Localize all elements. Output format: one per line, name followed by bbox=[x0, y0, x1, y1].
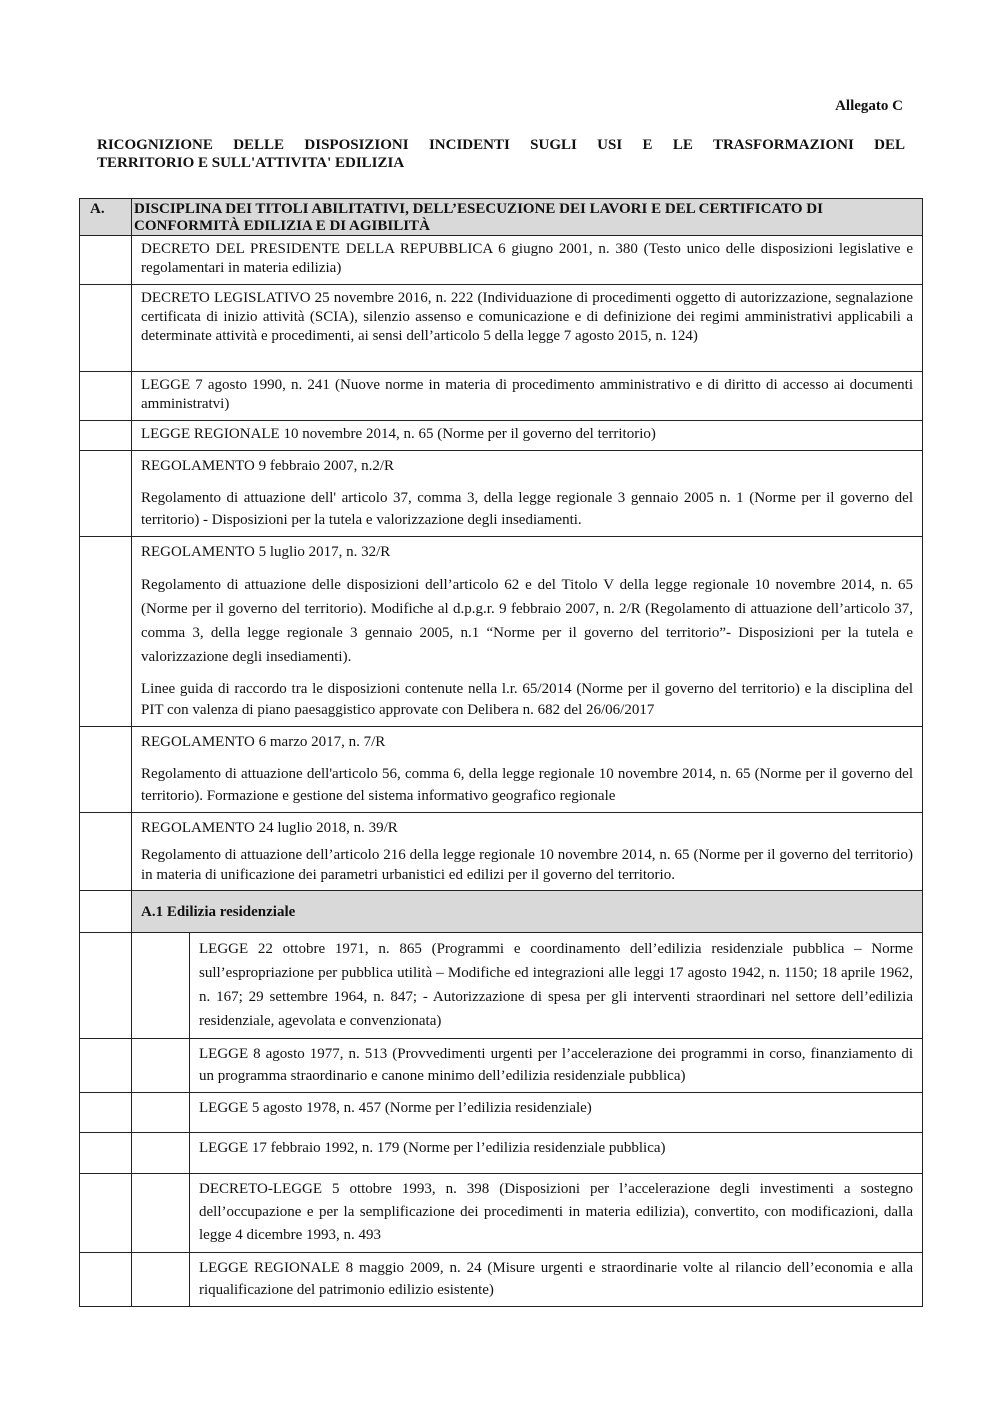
provision-title: REGOLAMENTO 24 luglio 2018, n. 39/R bbox=[141, 820, 398, 836]
table-row bbox=[80, 1039, 923, 1093]
provision-description: Regolamento di attuazione dell' articolo 37, comma 3, della legge regionale 3 gennaio 2005 n. 1 (Norme per il governo del territorio) - Disposizioni per la tutela e valorizzazione degli insediamenti. bbox=[141, 490, 913, 528]
provision-text: LEGGE 8 agosto 1977, n. 513 (Provvedimenti urgenti per l’accelerazione dei programmi in corso, finanziamento di un programma straordinario e canone minimo dell’edilizia residenziale pubblica) bbox=[199, 1046, 913, 1084]
provision-block bbox=[132, 451, 922, 536]
provision-text: LEGGE 17 febbraio 1992, n. 179 (Norme per l’edilizia residenziale pubblica) bbox=[199, 1140, 666, 1156]
annex-label: Allegato C bbox=[835, 98, 903, 114]
table-row bbox=[80, 236, 923, 285]
table-row bbox=[80, 1133, 923, 1174]
section-a-title-cell bbox=[132, 199, 923, 236]
provision-cell bbox=[190, 1174, 923, 1253]
provision-cell bbox=[132, 727, 923, 813]
empty-cell bbox=[80, 813, 132, 891]
section-a-letter-cell bbox=[80, 199, 132, 236]
empty-cell bbox=[80, 1039, 132, 1093]
table-row bbox=[80, 1174, 923, 1253]
empty-cell bbox=[132, 933, 190, 1039]
provision-block bbox=[132, 537, 922, 726]
empty-cell bbox=[132, 1253, 190, 1307]
provision-cell bbox=[190, 1093, 923, 1133]
provision-text: LEGGE REGIONALE 8 maggio 2009, n. 24 (Misure urgenti e straordinarie volte al rilancio dell’economia e alla riqualificazione del patrimonio edilizio esistente) bbox=[199, 1260, 913, 1298]
document-title-line-1: RICOGNIZIONE DELLE DISPOSIZIONI INCIDENTI SUGLI USI E LE TRASFORMAZIONI DEL bbox=[97, 137, 905, 153]
provision-cell bbox=[190, 1133, 923, 1174]
empty-cell bbox=[132, 1039, 190, 1093]
empty-cell bbox=[80, 933, 132, 1039]
provision-description: Regolamento di attuazione delle disposizioni dell’articolo 62 e del Titolo V della legge regionale 10 novembre 2014, n. 65 (Norme per il governo del territorio). Modifiche al d.p.g.r. 9 febbraio 2007, n. 2/R (Regolamento di attuazione dell’articolo 37, comma 3, della legge regionale 3 gennaio 2005, n.1 “Norme per il governo del territorio”- Disposizioni per la tutela e valorizzazione degli insediamenti). bbox=[141, 577, 913, 665]
provision-cell bbox=[190, 1253, 923, 1307]
provision-cell bbox=[132, 372, 923, 421]
provision-cell bbox=[132, 537, 923, 727]
subsection-a1-header-row bbox=[80, 891, 923, 933]
empty-cell bbox=[80, 727, 132, 813]
provision-text: DECRETO DEL PRESIDENTE DELLA REPUBBLICA 6 giugno 2001, n. 380 (Testo unico delle disposizioni legislative e regolamentari in materia edilizia) bbox=[141, 241, 913, 276]
provision-title: REGOLAMENTO 5 luglio 2017, n. 32/R bbox=[141, 544, 391, 560]
document-title-line-2: TERRITORIO E SULL'ATTIVITA' EDILIZIA bbox=[97, 155, 405, 171]
provision-title: REGOLAMENTO 6 marzo 2017, n. 7/R bbox=[141, 734, 386, 750]
empty-cell bbox=[80, 451, 132, 537]
section-letter: A. bbox=[90, 201, 105, 217]
provision-text: LEGGE 22 ottobre 1971, n. 865 (Programmi e coordinamento dell’edilizia residenziale pubblica – Norme sull’espropriazione per pubblica utilità – Modifiche ed integrazioni alle leggi 17 agosto 1942, n. 1150; 18 aprile 1962, n. 167; 29 settembre 1964, n. 847; - Autorizzazione di spesa per gli interventi straordinari nel settore dell’edilizia residenziale, agevolata e convenzionata) bbox=[199, 941, 913, 1029]
table-row bbox=[80, 813, 923, 891]
empty-cell bbox=[80, 1133, 132, 1174]
provision-cell bbox=[132, 285, 923, 372]
provision-note: Linee guida di raccordo tra le disposizioni contenute nella l.r. 65/2014 (Norme per il governo del territorio) e la disciplina del PIT con valenza di piano paesaggistico approvate con Delibera n. 682 del 26/06/2017 bbox=[141, 681, 913, 718]
empty-cell bbox=[80, 1093, 132, 1133]
provision-cell bbox=[132, 421, 923, 451]
section-title: DISCIPLINA DEI TITOLI ABILITATIVI, DELL’ESECUZIONE DEI LAVORI E DEL CERTIFICATO DI CONFORMITÀ EDILIZIA E DI AGIBILITÀ bbox=[134, 201, 823, 234]
provision-cell bbox=[132, 236, 923, 285]
table-row bbox=[80, 421, 923, 451]
provision-description: Regolamento di attuazione dell’articolo 216 della legge regionale 10 novembre 2014, n. 65 (Norme per il governo del territorio) in materia di unificazione dei parametri urbanistici ed edilizi per il governo del territorio. bbox=[141, 847, 913, 883]
empty-cell bbox=[80, 1253, 132, 1307]
provision-title: REGOLAMENTO 9 febbraio 2007, n.2/R bbox=[141, 458, 395, 474]
provision-cell bbox=[132, 451, 923, 537]
empty-cell bbox=[132, 1133, 190, 1174]
provision-block bbox=[132, 813, 922, 890]
provision-text: LEGGE 7 agosto 1990, n. 241 (Nuove norme in materia di procedimento amministrativo e di diritto di accesso ai documenti amministratvi) bbox=[141, 377, 913, 412]
empty-cell bbox=[80, 421, 132, 451]
table-row bbox=[80, 727, 923, 813]
table-row bbox=[80, 1093, 923, 1133]
provision-block bbox=[132, 727, 922, 812]
empty-cell bbox=[132, 1093, 190, 1133]
empty-cell bbox=[80, 1174, 132, 1253]
provision-text: LEGGE REGIONALE 10 novembre 2014, n. 65 (Norme per il governo del territorio) bbox=[141, 426, 656, 442]
empty-cell bbox=[132, 1174, 190, 1253]
table-row bbox=[80, 537, 923, 727]
provision-text: DECRETO LEGISLATIVO 25 novembre 2016, n. 222 (Individuazione di procedimenti oggetto di autorizzazione, segnalazione certificata di inizio attività (SCIA), silenzio assenso e comunicazione e di definizione dei regimi amministrativi applicabili a determinate attività e procedimenti, ai sensi dell’articolo 5 della legge 7 agosto 2015, n. 124) bbox=[141, 290, 913, 344]
provision-description: Regolamento di attuazione dell'articolo 56, comma 6, della legge regionale 10 novembre 2014, n. 65 (Norme per il governo del territorio). Formazione e gestione del sistema informativo geografico regionale bbox=[141, 766, 913, 804]
empty-cell bbox=[80, 372, 132, 421]
empty-cell bbox=[80, 537, 132, 727]
subsection-title-cell bbox=[132, 891, 923, 933]
subsection-title: A.1 Edilizia residenziale bbox=[141, 904, 296, 920]
provision-cell bbox=[132, 813, 923, 891]
table-row bbox=[80, 1253, 923, 1307]
table-row bbox=[80, 285, 923, 372]
table-row bbox=[80, 933, 923, 1039]
empty-cell bbox=[80, 236, 132, 285]
empty-cell bbox=[80, 891, 132, 933]
empty-cell bbox=[80, 285, 132, 372]
provisions-table bbox=[79, 198, 923, 1307]
document-title bbox=[97, 136, 905, 172]
provision-text: LEGGE 5 agosto 1978, n. 457 (Norme per l’edilizia residenziale) bbox=[199, 1100, 592, 1116]
table-row bbox=[80, 451, 923, 537]
provision-cell bbox=[190, 1039, 923, 1093]
section-a-header-row bbox=[80, 199, 923, 236]
provision-text: DECRETO-LEGGE 5 ottobre 1993, n. 398 (Disposizioni per l’accelerazione degli investimenti a sostegno dell’occupazione e per la semplificazione dei procedimenti in materia edilizia), convertito, con modificazioni, dalla legge 4 dicembre 1993, n. 493 bbox=[199, 1181, 913, 1243]
provision-cell bbox=[190, 933, 923, 1039]
table-row bbox=[80, 372, 923, 421]
